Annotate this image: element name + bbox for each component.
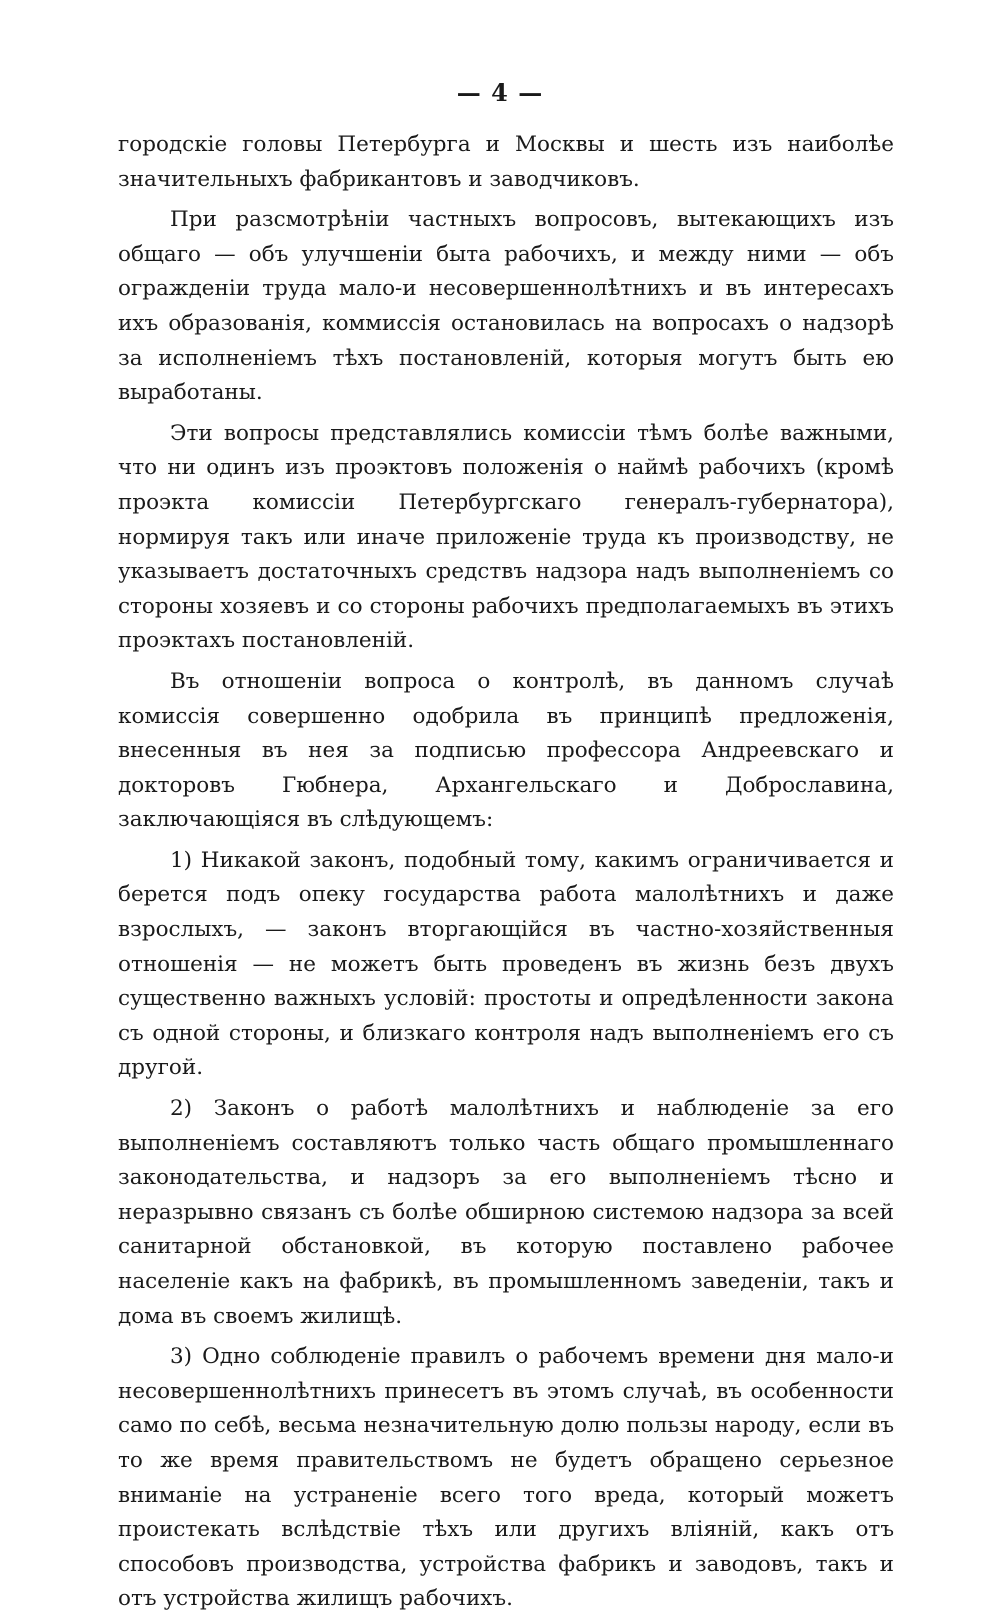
list-item-1: 1) Никакой законъ, подобный тому, какимъ ограничивается и берется подъ опеку государства работа малолѣтнихъ и даже взрослыхъ, — законъ вторгающійся въ частно-хозяйственныя отношенія — не можетъ быть проведенъ въ жизнь безъ двухъ существенно важныхъ условій: простоты и опредѣленности закона съ одной стороны, и близкаго контроля надъ выполненіемъ его съ другой. xyxy=(118,847,894,1081)
body-text xyxy=(118,128,894,1617)
paragraph: Въ отношеніи вопроса о контролѣ, въ данномъ случаѣ комиссія совершенно одобрила въ принципѣ предложенія, внесенныя въ нея за подписью профессора Андреевскаго и докторовъ Гюбнера, Архангельскаго и Доброславина, заключающіяся въ слѣдующемъ: xyxy=(118,668,894,833)
list-item-3: 3) Одно соблюденіе правилъ о рабочемъ времени дня мало-и несовершеннолѣтнихъ принесетъ въ этомъ случаѣ, въ особенности само по себѣ, весьма незначительную долю пользы народу, если въ то же время правительствомъ не будетъ обращено серьезное вниманіе на устраненіе всего того вреда, который можетъ проистекать вслѣдствіе тѣхъ или другихъ вліяній, какъ отъ способовъ производства, устройства фабрикъ и заводовъ, такъ и отъ устройства жилищъ рабочихъ. xyxy=(118,1344,894,1612)
paragraph-continuation: городскіе головы Петербурга и Москвы и шесть изъ наиболѣе значительныхъ фабрикантовъ и заводчиковъ. xyxy=(118,132,894,192)
list-item-2: 2) Законъ о работѣ малолѣтнихъ и наблюденіе за его выполненіемъ составляютъ только часть общаго промышленнаго законодательства, и надзоръ за его выполненіемъ тѣсно и неразрывно связанъ съ болѣе обширною системою надзора за всей санитарной обстановкой, въ которую поставлено рабочее населеніе какъ на фабрикѣ, въ промышленномъ заведеніи, такъ и дома въ своемъ жилищѣ. xyxy=(118,1096,894,1329)
paragraph: При разсмотрѣніи частныхъ вопросовъ, вытекающихъ изъ общаго — объ улучшеніи быта рабочихъ, и между ними — объ огражденіи труда мало-и несовершеннолѣтнихъ и въ интересахъ ихъ образованія, коммиссія остановилась на вопросахъ о надзорѣ за исполненіемъ тѣхъ постановленій, которыя могутъ быть ею выработаны. xyxy=(118,207,894,406)
page-number: — 4 — xyxy=(456,78,544,107)
paragraph: Эти вопросы представлялись комиссіи тѣмъ болѣе важными, что ни одинъ изъ проэктовъ положенія о наймѣ рабочихъ (кромѣ проэкта комиссіи Петербургскаго генералъ-губернатора), нормируя такъ или иначе приложеніе труда къ производству, не указываетъ достаточныхъ средствъ надзора надъ выполненіемъ со стороны хозяевъ и со стороны рабочихъ предполагаемыхъ въ этихъ проэктахъ постановленій. xyxy=(118,420,894,654)
